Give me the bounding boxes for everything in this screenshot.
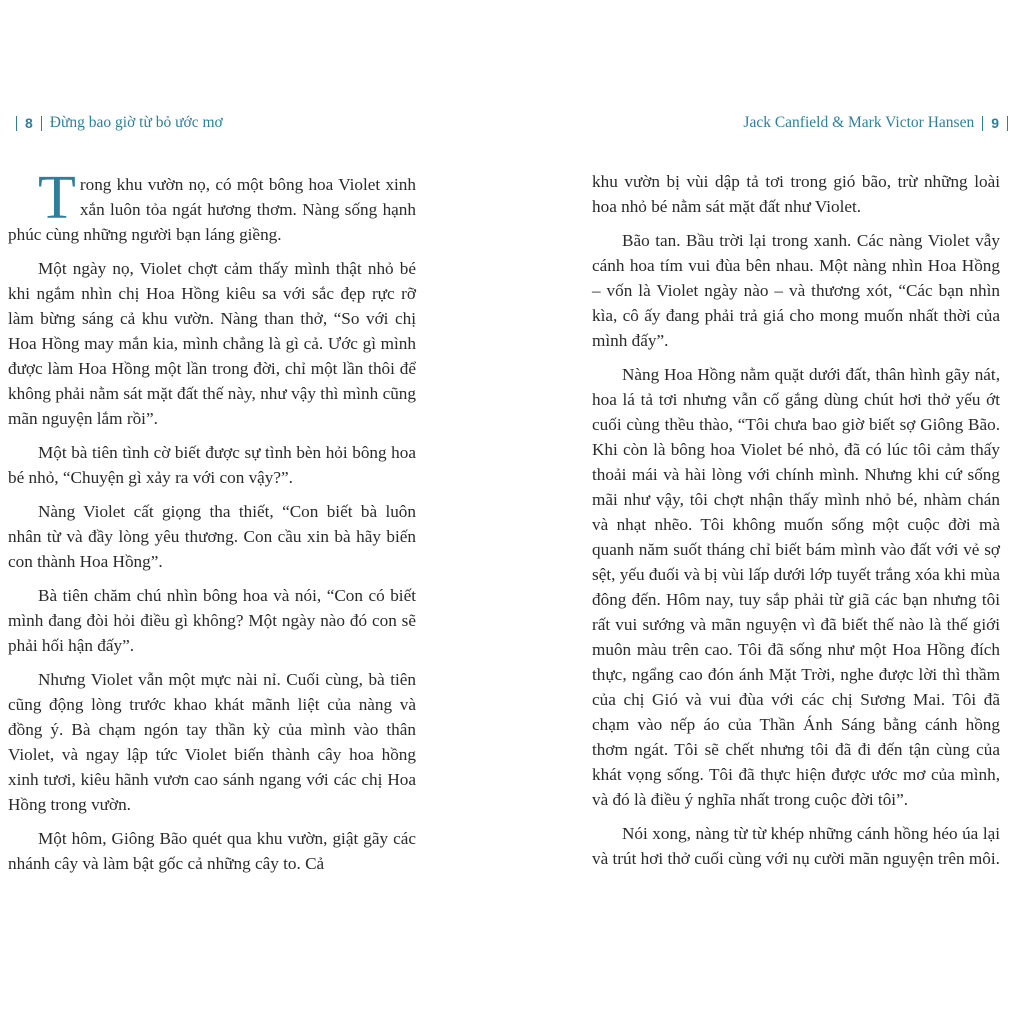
paragraph: Một hôm, Giông Bão quét qua khu vườn, giật gãy các nhánh cây và làm bật gốc cả những cây to. Cả (8, 829, 416, 873)
header-divider (982, 116, 983, 131)
paragraph: Nàng Violet cất giọng tha thiết, “Con biết bà luôn nhân từ và đầy lòng yêu thương. Con cầu xin bà hãy biến con thành Hoa Hồng”. (8, 502, 416, 571)
book-title: Đừng bao giờ từ bỏ ước mơ (49, 114, 223, 131)
header-divider (16, 116, 17, 131)
right-page-body (592, 169, 1000, 880)
header-divider (1007, 116, 1008, 131)
book-authors: Jack Canfield & Mark Victor Hansen (743, 114, 975, 131)
paragraph: Nói xong, nàng từ từ khép những cánh hồng héo úa lại và trút hơi thở cuối cùng với nụ cười mãn nguyện trên môi. (592, 824, 1000, 868)
paragraph: Nàng Hoa Hồng nằm quặt dưới đất, thân hình gãy nát, hoa lá tả tơi nhưng vẫn cố gắng dùng chút hơi thở yếu ớt cuối cùng thều thào, “Tôi chưa bao giờ biết sợ Giông Bão. Khi còn là bông hoa Violet bé nhỏ, đã có lúc tôi cảm thấy thoải mái và hài lòng với chính mình. Nhưng khi cứ sống mãi như vậy, tôi chợt nhận thấy mình nhỏ bé, nhàm chán và nhạt nhẽo. Tôi không muốn sống một cuộc đời mà quanh năm suốt tháng chỉ biết bám mình vào đất với vẻ sợ sệt, yếu đuối và bị vùi lấp dưới lớp tuyết trắng xóa khi mùa đông đến. Hôm nay, tuy sắp phải từ giã các bạn nhưng tôi rất vui sướng và mãn nguyện vì đã biết thế nào là thế giới muôn màu trên cao. Tôi đã sống như một Hoa Hồng đích thực, ngẩng cao đón ánh Mặt Trời, nghe được lời thì thầm của chị Gió và vui đùa với các chị Sương Mai. Tôi đã chạm vào nếp áo của Thần Ánh Sáng bằng cánh hồng thơm ngát. Tôi sẽ chết nhưng tôi đã đi đến tận cùng của khát vọng sống. Tôi đã thực hiện được ước mơ của mình, và đó là điều ý nghĩa nhất trong cuộc đời tôi”. (592, 365, 1000, 809)
opening-paragraph-text: rong khu vườn nọ, có một bông hoa Violet xinh xắn luôn tỏa ngát hương thơm. Nàng sống hạnh phúc cùng những người bạn láng giềng. (8, 175, 416, 244)
paragraph: Bão tan. Bầu trời lại trong xanh. Các nàng Violet vẫy cánh hoa tím vui đùa bên nhau. Một nàng nhìn Hoa Hồng – vốn là Violet ngày nào – và thương xót, “Các bạn nhìn kìa, cô ấy đang phải trả giá cho mong muốn nhất thời của mình đấy”. (592, 231, 1000, 350)
left-page-body (8, 164, 416, 885)
paragraph: Một ngày nọ, Violet chợt cảm thấy mình thật nhỏ bé khi ngắm nhìn chị Hoa Hồng kiêu sa với sắc đẹp rực rỡ làm bừng sáng cả khu vườn. Nàng than thở, “So với chị Hoa Hồng may mắn kia, mình chẳng là gì cả. Ước gì mình được làm Hoa Hồng một lần trong đời, chỉ một lần thôi để không phải nằm sát mặt đất thế này, như vậy thì mình cũng mãn nguyện lắm rồi”. (8, 259, 416, 428)
paragraph: Bà tiên chăm chú nhìn bông hoa và nói, “Con có biết mình đang đòi hỏi điều gì không? Một ngày nào đó con sẽ phải hối hận đấy”. (8, 586, 416, 655)
opening-paragraph (8, 164, 416, 247)
right-page-number: 9 (991, 115, 999, 131)
header-divider (41, 116, 42, 131)
left-page-number: 8 (25, 115, 33, 131)
continued-paragraph: khu vườn bị vùi dập tả tơi trong gió bão, trừ những loài hoa nhỏ bé nằm sát mặt đất như Violet. (592, 172, 1000, 216)
right-running-header (743, 112, 1016, 134)
left-running-header (8, 112, 223, 134)
paragraph: Nhưng Violet vẫn một mực nài nỉ. Cuối cùng, bà tiên cũng động lòng trước khao khát mãnh liệt của nàng và đồng ý. Bà chạm ngón tay thần kỳ của mình vào thân Violet, và ngay lập tức Violet biến thành cây hoa hồng xinh tươi, kiêu hãnh vươn cao sánh ngang với các chị Hoa Hồng trong vườn. (8, 670, 416, 814)
paragraph: Một bà tiên tình cờ biết được sự tình bèn hỏi bông hoa bé nhỏ, “Chuyện gì xảy ra với con vậy?”. (8, 443, 416, 487)
drop-cap: T (38, 164, 76, 232)
